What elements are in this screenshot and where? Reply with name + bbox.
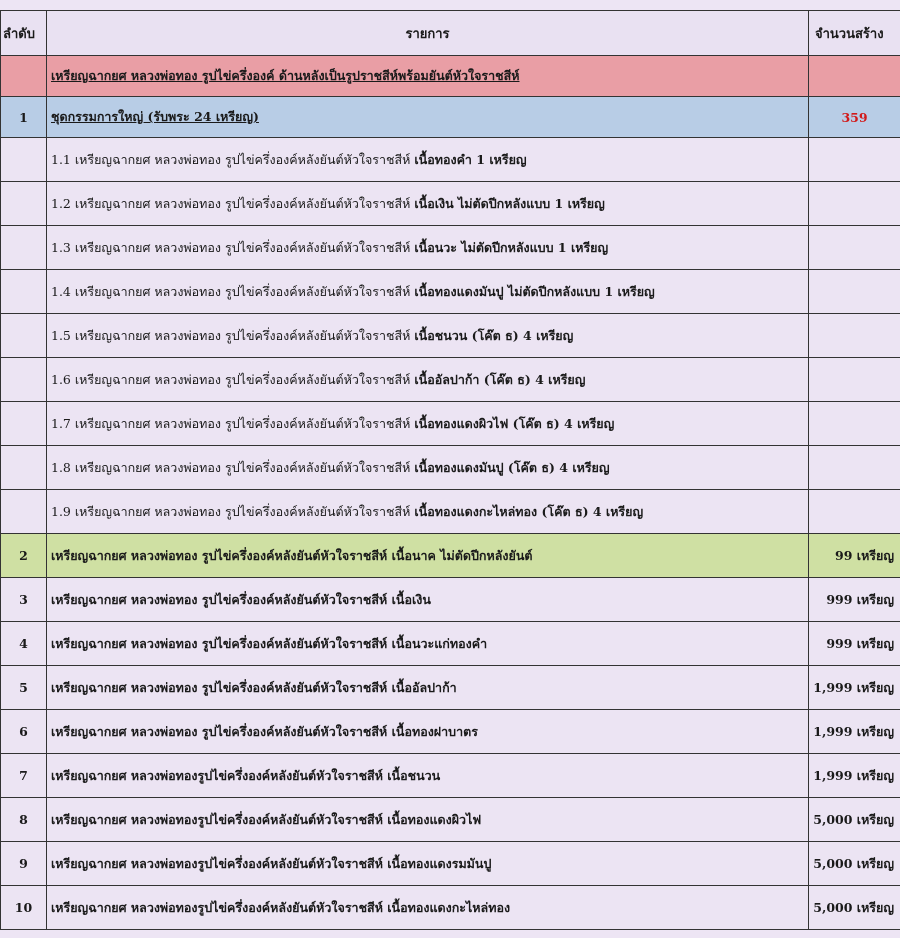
sub-item-text: เหรียญฉากยศ หลวงพ่อทอง รูปไข่ครึ่งองค์หลังยันต์หัวใจราชสีห์ (74, 327, 411, 343)
sub-item-number-cell (1, 182, 47, 226)
sub-item-row (1, 402, 900, 446)
row-quantity: 99 เหรียญ (809, 534, 900, 578)
sub-item-number-cell (1, 358, 47, 402)
medal-production-table (0, 10, 900, 930)
sub-item-prefix: 1.9 (51, 503, 71, 519)
sub-item-qty-cell (809, 402, 900, 446)
sub-item-cell (47, 270, 809, 314)
sub-item-material: เนื้อทองแดงผิวไฟ (โค๊ต ธ) 4 เหรียญ (414, 415, 615, 431)
set-number: 1 (1, 97, 47, 138)
sub-item-cell (47, 314, 809, 358)
sub-item-text: เหรียญฉากยศ หลวงพ่อทอง รูปไข่ครึ่งองค์หลังยันต์หัวใจราชสีห์ (74, 239, 411, 255)
row-quantity: 5,000 เหรียญ (809, 842, 900, 886)
sub-item-number-cell (1, 270, 47, 314)
row-item-text: เหรียญฉากยศ หลวงพ่อทองรูปไข่ครึ่งองค์หลังยันต์หัวใจราชสีห์ เนื้อทองแดงผิวไฟ (47, 798, 809, 842)
sub-item-prefix: 1.2 (51, 195, 71, 211)
sub-item-row (1, 270, 900, 314)
row-quantity: 5,000 เหรียญ (809, 798, 900, 842)
sub-item-row (1, 314, 900, 358)
row-item-text: เหรียญฉากยศ หลวงพ่อทองรูปไข่ครึ่งองค์หลังยันต์หัวใจราชสีห์ เนื้อทองแดงรมมันปู (47, 842, 809, 886)
title-row (1, 56, 900, 97)
table-header-row (1, 11, 900, 56)
sub-item-text: เหรียญฉากยศ หลวงพ่อทอง รูปไข่ครึ่งองค์หลังยันต์หัวใจราชสีห์ (74, 283, 411, 299)
row-number: 7 (1, 754, 47, 798)
row-item-text: เหรียญฉากยศ หลวงพ่อทองรูปไข่ครึ่งองค์หลังยันต์หัวใจราชสีห์ เนื้อชนวน (47, 754, 809, 798)
sub-item-text: เหรียญฉากยศ หลวงพ่อทอง รูปไข่ครึ่งองค์หลังยันต์หัวใจราชสีห์ (74, 371, 411, 387)
table-row (1, 842, 900, 886)
sub-item-number-cell (1, 138, 47, 182)
sub-item-row (1, 138, 900, 182)
row-quantity: 1,999 เหรียญ (809, 666, 900, 710)
table-row (1, 622, 900, 666)
header-item: รายการ (47, 11, 809, 56)
sub-item-prefix: 1.5 (51, 327, 71, 343)
table-row (1, 578, 900, 622)
sub-item-cell (47, 490, 809, 534)
sub-item-qty-cell (809, 270, 900, 314)
sub-item-material: เนื้อทองแดงมันปู ไม่ตัดปีกหลังแบบ 1 เหรียญ (414, 283, 655, 299)
sub-item-number-cell (1, 314, 47, 358)
sub-item-cell (47, 182, 809, 226)
row-number: 8 (1, 798, 47, 842)
sub-item-qty-cell (809, 226, 900, 270)
sub-item-cell (47, 402, 809, 446)
sub-item-number-cell (1, 446, 47, 490)
row-number: 10 (1, 886, 47, 930)
sub-item-qty-cell (809, 358, 900, 402)
table-body (1, 56, 900, 930)
set-quantity: 359 (809, 97, 900, 138)
row-item-text: เหรียญฉากยศ หลวงพ่อทอง รูปไข่ครึ่งองค์หลังยันต์หัวใจราชสีห์ เนื้อเงิน (47, 578, 809, 622)
row-item-text: เหรียญฉากยศ หลวงพ่อทอง รูปไข่ครึ่งองค์หลังยันต์หัวใจราชสีห์ เนื้อนวะแก่ทองคำ (47, 622, 809, 666)
sub-item-number-cell (1, 402, 47, 446)
sub-item-text: เหรียญฉากยศ หลวงพ่อทอง รูปไข่ครึ่งองค์หลังยันต์หัวใจราชสีห์ (74, 459, 411, 475)
row-number: 2 (1, 534, 47, 578)
row-item-text: เหรียญฉากยศ หลวงพ่อทอง รูปไข่ครึ่งองค์หลังยันต์หัวใจราชสีห์ เนื้อทองฝาบาตร (47, 710, 809, 754)
sub-item-row (1, 182, 900, 226)
table-row (1, 710, 900, 754)
row-quantity: 5,000 เหรียญ (809, 886, 900, 930)
sub-item-prefix: 1.8 (51, 459, 71, 475)
sub-item-text: เหรียญฉากยศ หลวงพ่อทอง รูปไข่ครึ่งองค์หลังยันต์หัวใจราชสีห์ (74, 195, 411, 211)
row-quantity: 1,999 เหรียญ (809, 754, 900, 798)
sub-item-number-cell (1, 226, 47, 270)
row-quantity: 999 เหรียญ (809, 578, 900, 622)
sub-item-prefix: 1.4 (51, 283, 71, 299)
row-number: 5 (1, 666, 47, 710)
sub-item-qty-cell (809, 182, 900, 226)
sub-item-qty-cell (809, 446, 900, 490)
row-number: 9 (1, 842, 47, 886)
title-number-cell (1, 56, 47, 97)
sub-item-number-cell (1, 490, 47, 534)
sub-item-cell (47, 446, 809, 490)
table-row (1, 534, 900, 578)
row-item-text: เหรียญฉากยศ หลวงพ่อทอง รูปไข่ครึ่งองค์หลังยันต์หัวใจราชสีห์ เนื้ออัลปาก้า (47, 666, 809, 710)
sub-item-material: เนื้อเงิน ไม่ตัดปีกหลังแบบ 1 เหรียญ (414, 195, 605, 211)
row-quantity: 999 เหรียญ (809, 622, 900, 666)
row-number: 6 (1, 710, 47, 754)
sub-item-prefix: 1.6 (51, 371, 71, 387)
sub-item-prefix: 1.7 (51, 415, 71, 431)
sub-item-qty-cell (809, 314, 900, 358)
sub-item-qty-cell (809, 138, 900, 182)
sub-item-material: เนื้อทองแดงกะไหล่ทอง (โค๊ต ธ) 4 เหรียญ (414, 503, 644, 519)
title-qty-cell (809, 56, 900, 97)
row-item-text: เหรียญฉากยศ หลวงพ่อทอง รูปไข่ครึ่งองค์หลังยันต์หัวใจราชสีห์ เนื้อนาค ไม่ตัดปีกหลังยันต์ (47, 534, 809, 578)
sub-item-row (1, 490, 900, 534)
header-number: ลำดับ (1, 11, 47, 56)
sub-item-material: เนื้อทองแดงมันปู (โค๊ต ธ) 4 เหรียญ (414, 459, 610, 475)
sub-item-row (1, 446, 900, 490)
row-number: 4 (1, 622, 47, 666)
sub-item-material: เนื้ออัลปาก้า (โค๊ต ธ) 4 เหรียญ (414, 371, 586, 387)
table-row (1, 886, 900, 930)
set-text: ชุดกรรมการใหญ่ (รับพระ 24 เหรียญ) (47, 97, 809, 138)
sub-item-cell (47, 358, 809, 402)
sub-item-row (1, 358, 900, 402)
sub-item-prefix: 1.1 (51, 151, 71, 167)
row-number: 3 (1, 578, 47, 622)
set-row (1, 97, 900, 138)
table-row (1, 754, 900, 798)
sub-item-prefix: 1.3 (51, 239, 71, 255)
sub-item-material: เนื้อชนวน (โค๊ต ธ) 4 เหรียญ (414, 327, 574, 343)
sub-item-text: เหรียญฉากยศ หลวงพ่อทอง รูปไข่ครึ่งองค์หลังยันต์หัวใจราชสีห์ (74, 415, 411, 431)
row-quantity: 1,999 เหรียญ (809, 710, 900, 754)
row-item-text: เหรียญฉากยศ หลวงพ่อทองรูปไข่ครึ่งองค์หลังยันต์หัวใจราชสีห์ เนื้อทองแดงกะไหล่ทอง (47, 886, 809, 930)
sub-item-text: เหรียญฉากยศ หลวงพ่อทอง รูปไข่ครึ่งองค์หลังยันต์หัวใจราชสีห์ (74, 151, 411, 167)
sub-item-material: เนื้อนวะ ไม่ตัดปีกหลังแบบ 1 เหรียญ (414, 239, 609, 255)
table-row (1, 798, 900, 842)
title-text: เหรียญฉากยศ หลวงพ่อทอง รูปไข่ครึ่งองค์ ด้านหลังเป็นรูปราชสีห์พร้อมยันต์หัวใจราชสีห์ (47, 56, 809, 97)
sub-item-row (1, 226, 900, 270)
sub-item-qty-cell (809, 490, 900, 534)
sub-item-cell (47, 138, 809, 182)
table-row (1, 666, 900, 710)
header-quantity: จำนวนสร้าง (809, 11, 900, 56)
sub-item-material: เนื้อทองคำ 1 เหรียญ (414, 151, 527, 167)
sub-item-cell (47, 226, 809, 270)
sub-item-text: เหรียญฉากยศ หลวงพ่อทอง รูปไข่ครึ่งองค์หลังยันต์หัวใจราชสีห์ (74, 503, 411, 519)
